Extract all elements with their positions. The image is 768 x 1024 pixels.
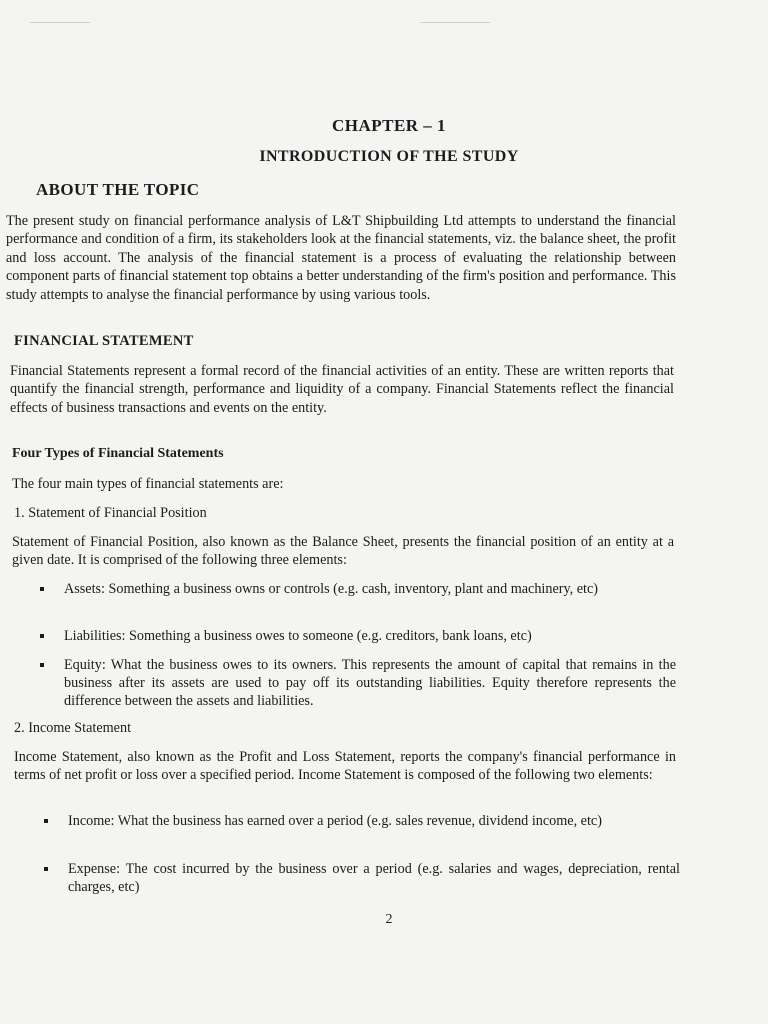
- bullet-list: [36, 580, 676, 598]
- chapter-number: CHAPTER – 1: [331, 116, 447, 135]
- list-item: [40, 812, 680, 830]
- bullet-list: [40, 860, 680, 896]
- bullet-text: Equity: What the business owes to its owners. This represents the amount of capital that remains in the business after its assets are used to pay off its outstanding liabilities. Equity therefore represents the difference between the assets and liabilities.: [64, 657, 676, 710]
- scan-artifact: [30, 22, 90, 23]
- bullet-icon: [40, 634, 44, 638]
- financial-statement-heading: FINANCIAL STATEMENT: [14, 333, 194, 349]
- scan-artifact: [420, 22, 490, 23]
- list-item: [36, 580, 676, 598]
- bullet-text: Assets: Something a business owns or controls (e.g. cash, inventory, plant and machinery, etc): [64, 581, 599, 597]
- about-paragraph: The present study on financial performance analysis of L&T Shipbuilding Ltd attempts to understand the financial performance and condition of a firm, its stakeholders look at the financial statements, viz. the balance sheet, the profit and loss account. The analysis of the financial statement is a process of evaluating the relationship between component parts of financial statement top obtains a better understanding of the firm's position and performance. This study attempts to analyse the financial performance by using various tools.: [6, 213, 676, 303]
- about-heading: ABOUT THE TOPIC: [36, 180, 200, 199]
- bullet-text: Income: What the business has earned over a period (e.g. sales revenue, dividend income, etc): [68, 813, 602, 829]
- financial-statement-paragraph: Financial Statements represent a formal record of the financial activities of an entity. These are written reports that quantify the financial strength, performance and liquidity of a company. Financial Statements reflect the financial effects of business transactions and events on the entity.: [10, 363, 674, 416]
- bullet-icon: [40, 587, 44, 591]
- bullet-icon: [40, 663, 44, 667]
- bullet-list: [36, 627, 676, 645]
- chapter-title: INTRODUCTION OF THE STUDY: [259, 148, 519, 165]
- list-item: [40, 860, 680, 896]
- section2-paragraph: Income Statement, also known as the Profit and Loss Statement, reports the company's financial performance in terms of net profit or loss over a specified period. Income Statement is composed of the following two elements:: [14, 749, 676, 784]
- bullet-icon: [44, 867, 48, 871]
- bullet-text: Liabilities: Something a business owes to someone (e.g. creditors, bank loans, etc): [64, 628, 532, 644]
- bullet-icon: [44, 819, 48, 823]
- section2-title: 2. Income Statement: [14, 720, 132, 736]
- page-number: 2: [385, 912, 393, 927]
- bullet-text: Expense: The cost incurred by the business over a period (e.g. salaries and wages, depreciation, rental charges, etc): [68, 861, 680, 896]
- four-types-intro: The four main types of financial statements are:: [12, 476, 284, 492]
- four-types-heading: Four Types of Financial Statements: [12, 446, 224, 461]
- list-item: [36, 627, 676, 645]
- section1-paragraph: Statement of Financial Position, also known as the Balance Sheet, presents the financial position of an entity at a given date. It is comprised of the following three elements:: [12, 534, 674, 569]
- bullet-list: [36, 656, 676, 711]
- bullet-list: [40, 812, 680, 830]
- section1-title: 1. Statement of Financial Position: [14, 505, 207, 521]
- list-item: [36, 656, 676, 711]
